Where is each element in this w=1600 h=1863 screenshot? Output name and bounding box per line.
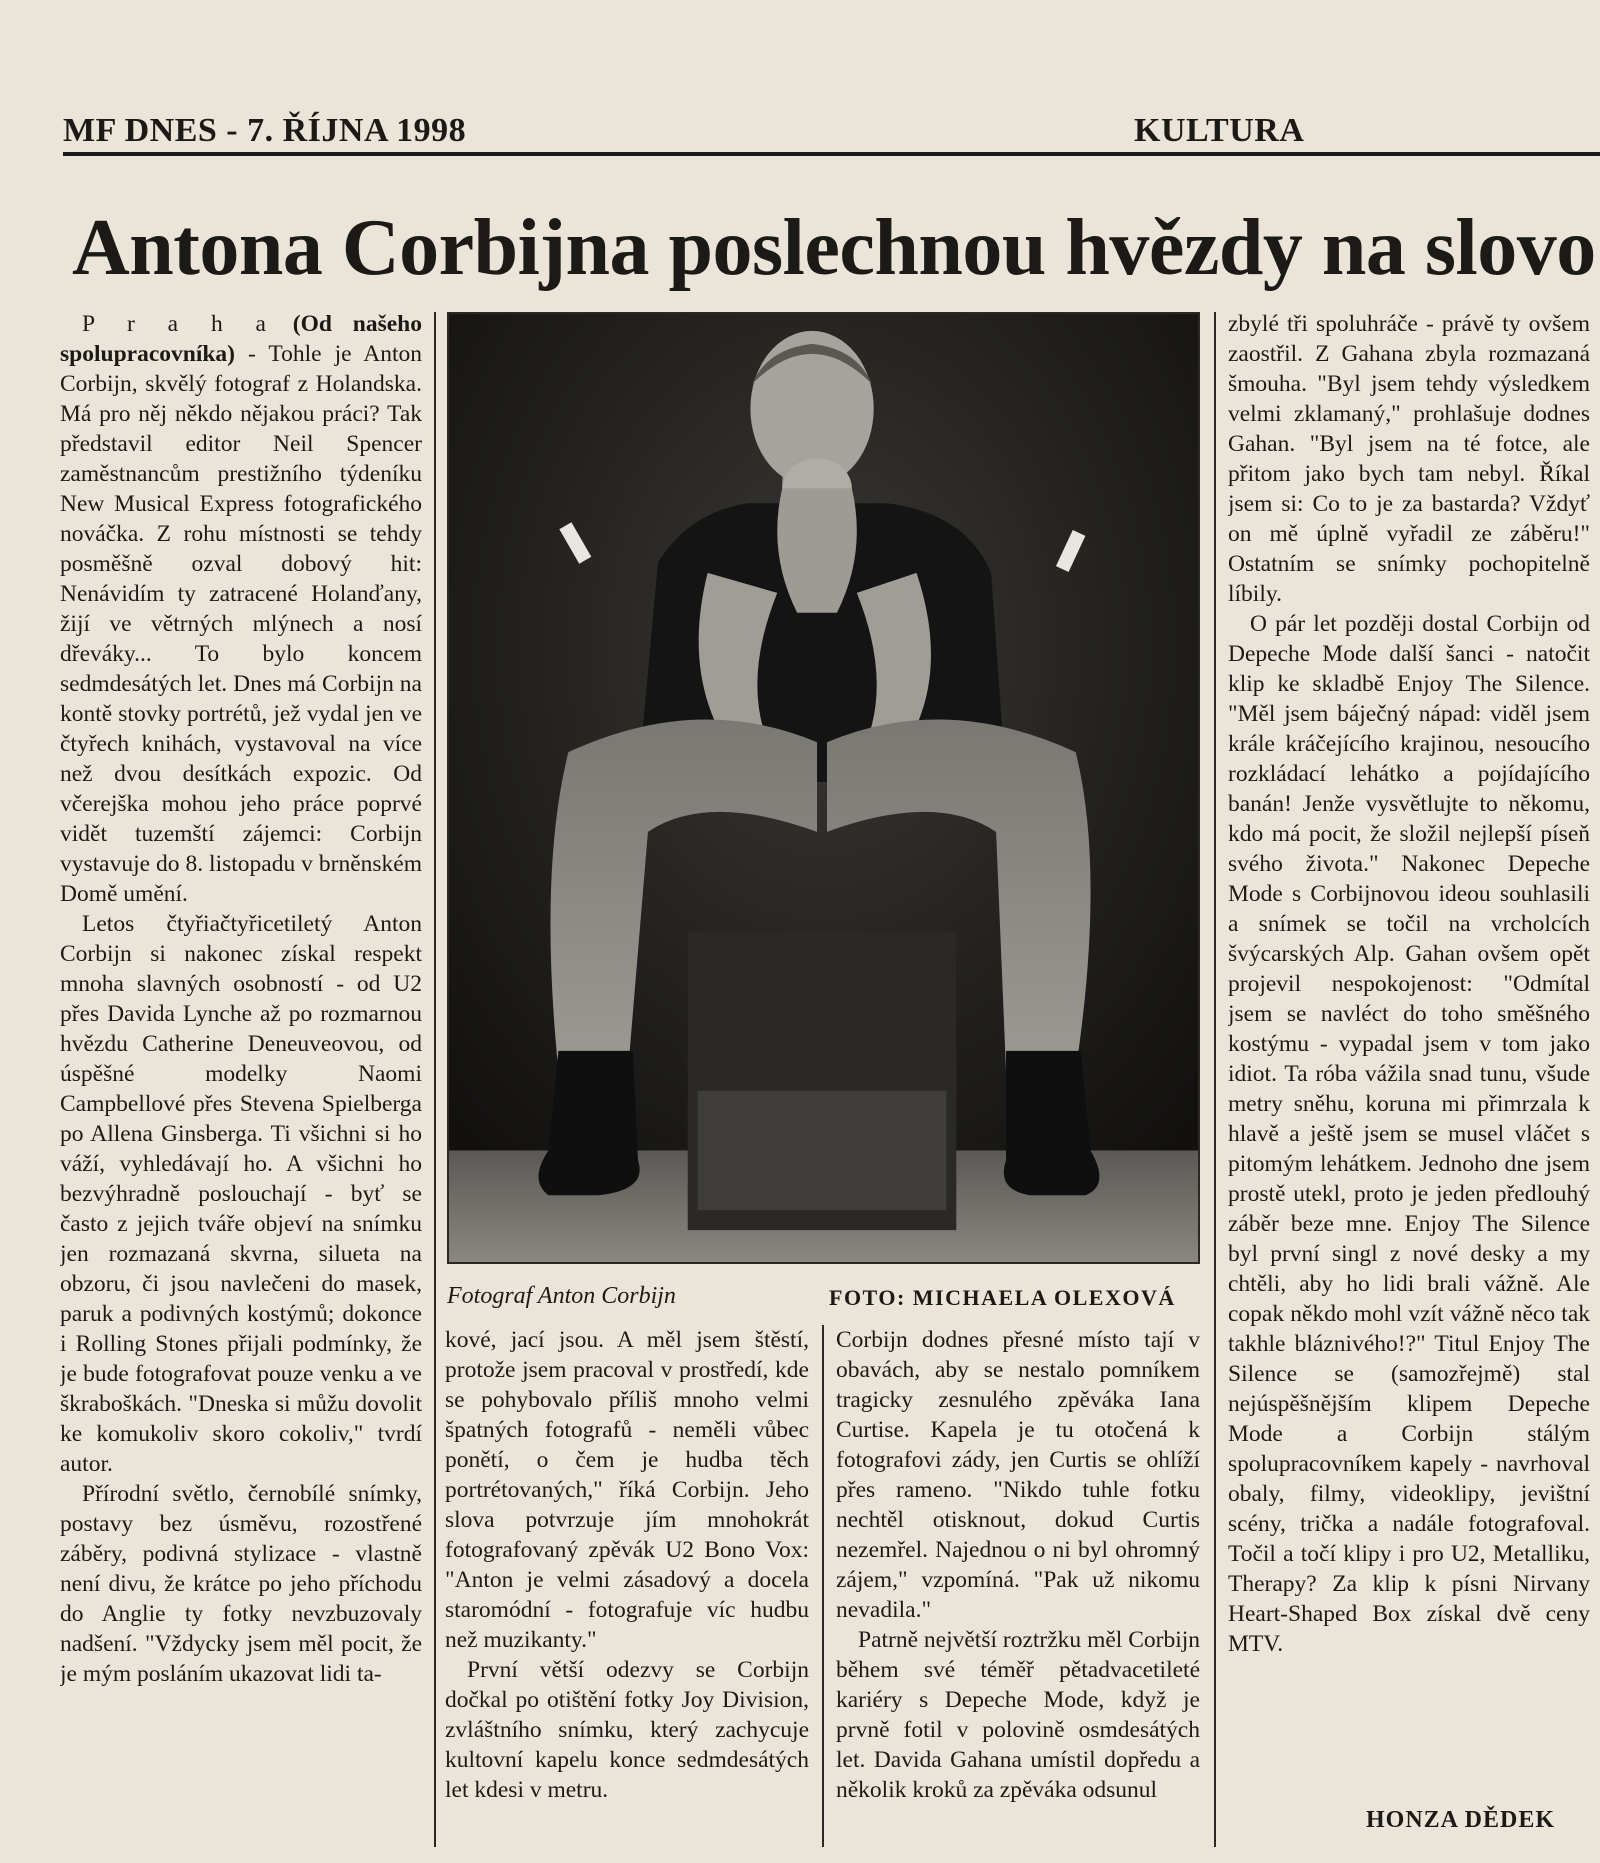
section-name: KULTURA: [1134, 112, 1305, 149]
paragraph: kové, jací jsou. A měl jsem štěstí, protože jsem pracoval v prostředí, kde se pohybovalo příliš mnoho velmi špatných fotografů - neměli vůbec ponětí, o čem je hudba těch portrétovaných," říká Corbijn. Jeho slova potvrzuje jím mnohokrát fotografovaný zpěvák U2 Bono Vox: "Anton je velmi zásadový a docela staromódní - fotografuje víc hudbu než muzikanty.": [445, 1327, 809, 1653]
portrait-photo-image: [449, 314, 1198, 1262]
column-divider: [822, 1325, 824, 1847]
paragraph: Přírodní světlo, černobílé snímky, postavy bez úsměvu, rozostřené záběry, podivná stylizace - vlastně není divu, že krátce po jeho příchodu do Anglie ty fotky nevzbuzovaly nadšení. "Vždycky jsem měl pocit, že je mým posláním ukazovat lidi ta-: [60, 1481, 422, 1687]
newspaper-dateline: MF DNES - 7. ŘÍJNA 1998: [63, 112, 467, 149]
paragraph: [60, 309, 422, 909]
paragraph: Patrně největší roztržku měl Corbijn během své téměř pětadvacetileté kariéry s Depeche Mode, když je prvně fotil v polovině osmdesátých let. Davida Gahana umístil dopředu a několik kroků za zpěváka odsunul: [836, 1627, 1200, 1803]
article-column-3: [836, 1325, 1200, 1850]
article-column-1: [60, 309, 422, 1849]
paragraph: První větší odezvy se Corbijn dočkal po otištění fotky Joy Division, zvláštního snímku, který zachycuje kultovní kapelu konce sedmdesátých let kdesi v metru.: [445, 1657, 809, 1803]
dateline-source: (Od našeho spolupracovníka): [60, 311, 422, 367]
column-divider: [434, 312, 436, 1847]
article-column-2: [445, 1325, 809, 1850]
paragraph: Letos čtyřiačtyřicetiletý Anton Corbijn si nakonec získal respekt mnoha slavných osobností - od U2 přes Davida Lynche až po rozmarnou hvězdu Catherine Deneuveovou, od úspěšné modelky Naomi Campbellové přes Stevena Spielberga po Allena Ginsberga. Ti všichni si ho váží, vyhledávají ho. A všichni ho bezvýhradně poslouchají - byť se často z jejich tváře objeví na snímku jen rozmazaná skvrna, silueta na obzoru, či jsou navlečeni do masek, paruk a podivných kostýmů; dokonce i Rolling Stones přijali podmínky, že je bude fotografovat pouze venku a ve škraboškách. "Dneska si můžu dovolit ke komukoliv skoro cokoliv," tvrdí autor.: [60, 911, 422, 1477]
paragraph-text: - Tohle je Anton Corbijn, skvělý fotograf z Holandska. Má pro něj někdo nějakou práci? Tak představil editor Neil Spencer zaměstnancům prestižního týdeníku New Musical Express fotografického nováčka. Z rohu místnosti se tehdy posměšně ozval dobový hit: Nenávidím ty zatracené Holanďany, žijí ve větrných mlýnech a nosí dřeváky... To bylo koncem sedmdesátých let. Dnes má Corbijn na kontě stovky portrétů, jež vydal jen ve čtyřech knihách, vystavoval na více než dvou desítkách expozic. Od včerejška mohou jeho práce poprvé vidět tuzemští zájemci: Corbijn vystavuje do 8. listopadu v brněnském Domě umění.: [60, 341, 422, 907]
photo-credit: FOTO: MICHAELA OLEXOVÁ: [829, 1285, 1176, 1310]
article-column-4: [1228, 309, 1590, 1809]
photo-caption: Fotograf Anton Corbijn: [447, 1283, 676, 1309]
paragraph: zbylé tři spoluhráče - právě ty ovšem zaostřil. Z Gahana zbyla rozmazaná šmouha. "Byl jsem tehdy výsledkem velmi zklamaný," prohlašuje dodnes Gahan. "Byl jsem na té fotce, ale přitom jako bych tam nebyl. Říkal jsem si: Co to je za bastarda? Vždyť on mě úplně vyřadil ze záběru!" Ostatním se snímky pochopitelně líbily.: [1228, 311, 1590, 607]
author-byline: HONZA DĚDEK: [1366, 1807, 1556, 1833]
column-divider: [1214, 312, 1216, 1847]
header-rule: [63, 152, 1600, 156]
portrait-photo: [447, 312, 1200, 1264]
dateline-place: P r a h a: [82, 311, 272, 337]
paragraph: O pár let později dostal Corbijn od Depeche Mode další šanci - natočit klip ke skladbě Enjoy The Silence. "Měl jsem báječný nápad: viděl jsem krále kráčejícího krajinou, nesoucího rozkládací lehátko a pojídajícího banán! Jenže vysvětlujte to někomu, kdo má pocit, že složil nejlepší píseň svého života." Nakonec Depeche Mode s Corbijnovou ideou souhlasili a snímek se točil na vrcholcích švýcarských Alp. Gahan ovšem opět projevil nespokojenost: "Odmítal jsem se navléct do toho směšného kostýmu - vypadal jsem v tom jako idiot. Ta róba vážila snad tunu, všude metry sněhu, koruna mi přimrzala k hlavě a ještě jsem se musel vláčet s pitomým lehátkem. Jednoho dne jsem prostě utekl, proto je jeden předlouhý záběr beze mne. Enjoy The Silence byl první singl z nové desky a my chtěli, aby ho lidi brali vážně. Ale copak někdo mohl vzít vážně něco tak takhle bláznivého!?" Titul Enjoy The Silence se (samozřejmě) stal nejúspěšnějším klipem Depeche Mode a Corbijn stálým spolupracovníkem kapely - navrhoval obaly, filmy, videoklipy, jevištní scény, trička a nadále fotografoval. Točil a točí klipy i pro U2, Metalliku, Therapy? Za klip k písni Nirvany Heart-Shaped Box získal dvě ceny MTV.: [1228, 611, 1590, 1657]
paragraph: Corbijn dodnes přesné místo tají v obavách, aby se nestalo pomníkem tragicky zesnulého zpěváka Iana Curtise. Kapela je tu otočená k fotografovi zády, jen Curtis se ohlíží přes rameno. "Nikdo tuhle fotku nechtěl otisknout, dokud Curtis nezemřel. Najednou o ni byl ohromný zájem," vzpomíná. "Pak už nikomu nevadila.": [836, 1327, 1200, 1623]
article-headline: Antona Corbijna poslechnou hvězdy na slovo: [72, 204, 1596, 292]
